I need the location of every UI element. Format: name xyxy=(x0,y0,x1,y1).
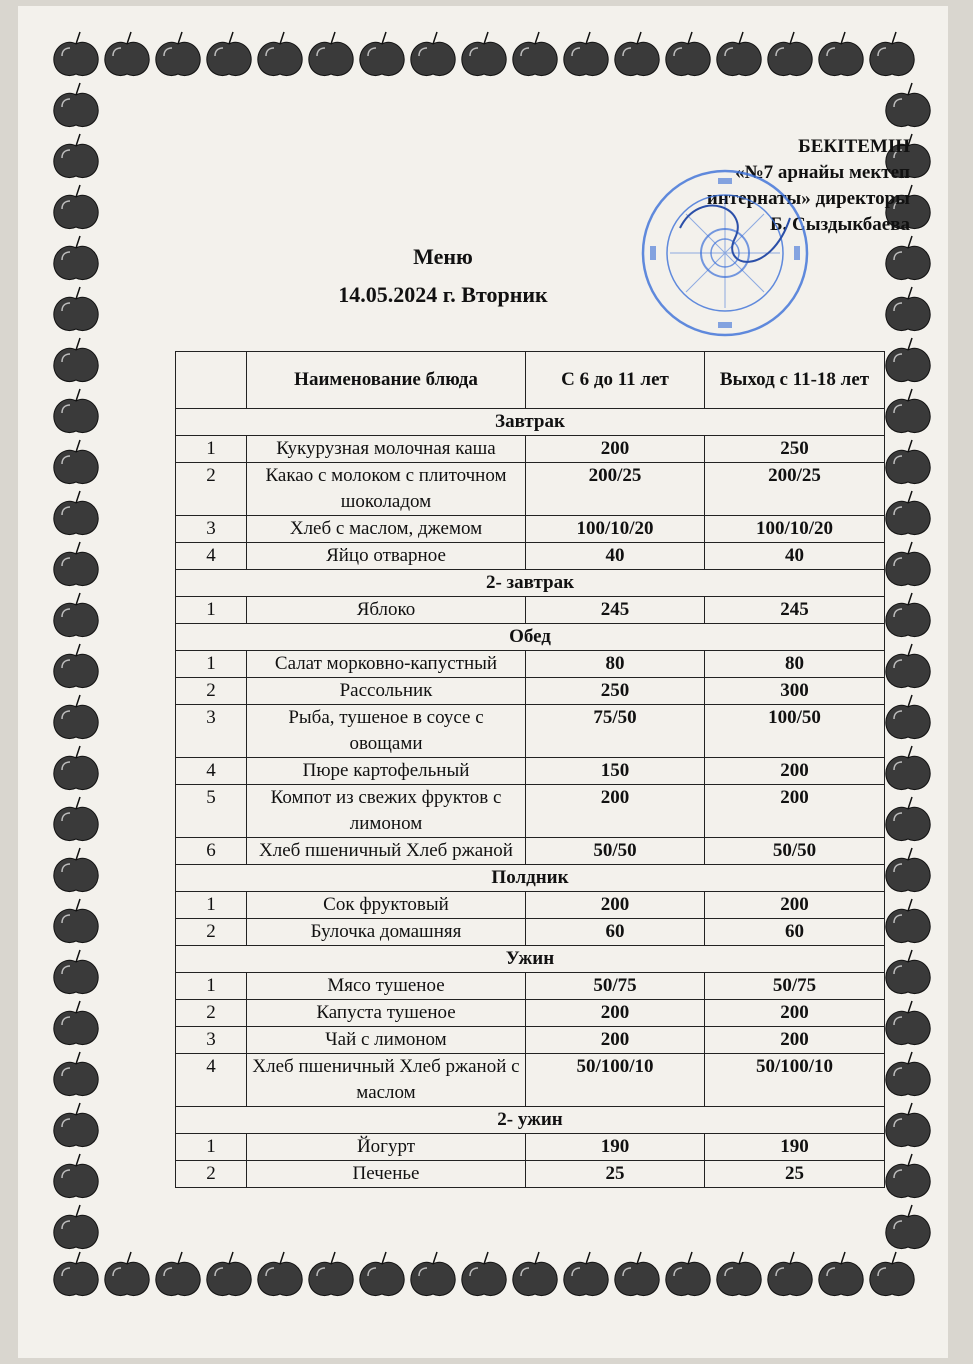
table-row xyxy=(176,678,885,705)
apple-icon xyxy=(411,32,455,76)
table-row xyxy=(176,705,885,758)
apple-icon xyxy=(54,1001,98,1045)
portion-11-18: 60 xyxy=(705,919,885,946)
portion-11-18: 200 xyxy=(705,1000,885,1027)
row-number: 4 xyxy=(176,543,247,570)
portion-11-18: 200 xyxy=(705,892,885,919)
table-row xyxy=(176,516,885,543)
section-title: Ужин xyxy=(176,946,885,973)
section-title: Завтрак xyxy=(176,409,885,436)
apple-icon xyxy=(54,134,98,178)
apple-icon xyxy=(819,1252,863,1296)
apple-icon xyxy=(886,797,930,841)
apple-icon xyxy=(768,32,812,76)
menu-table xyxy=(175,351,885,1188)
table-row xyxy=(176,758,885,785)
row-number: 2 xyxy=(176,1000,247,1027)
apple-icon xyxy=(258,1252,302,1296)
row-number: 1 xyxy=(176,973,247,1000)
dish-name: Рассольник xyxy=(247,678,526,705)
apple-icon xyxy=(886,1205,930,1249)
table-row xyxy=(176,1027,885,1054)
apple-icon xyxy=(54,83,98,127)
apple-icon xyxy=(886,1001,930,1045)
apple-icon xyxy=(54,1052,98,1096)
dish-name: Рыба, тушеное в соусе с овощами xyxy=(247,705,526,758)
row-number: 1 xyxy=(176,597,247,624)
row-number: 6 xyxy=(176,838,247,865)
portion-6-11: 50/50 xyxy=(526,838,705,865)
apple-icon xyxy=(258,32,302,76)
apple-icon xyxy=(768,1252,812,1296)
table-row xyxy=(176,436,885,463)
apple-icon xyxy=(360,1252,404,1296)
apple-icon xyxy=(886,440,930,484)
apple-icon xyxy=(54,185,98,229)
apple-icon xyxy=(54,440,98,484)
table-row xyxy=(176,651,885,678)
row-number: 2 xyxy=(176,463,247,516)
apple-icon xyxy=(207,32,251,76)
section-title: Обед xyxy=(176,624,885,651)
header-age-6-11: С 6 до 11 лет xyxy=(526,352,705,409)
dish-name: Печенье xyxy=(247,1161,526,1188)
section-title: 2- завтрак xyxy=(176,570,885,597)
table-row xyxy=(176,543,885,570)
apple-icon xyxy=(54,848,98,892)
dish-name: Компот из свежих фруктов с лимоном xyxy=(247,785,526,838)
portion-11-18: 190 xyxy=(705,1134,885,1161)
dish-name: Булочка домашняя xyxy=(247,919,526,946)
section-row xyxy=(176,865,885,892)
apple-icon xyxy=(54,338,98,382)
dish-name: Хлеб пшеничный Хлеб ржаной с маслом xyxy=(247,1054,526,1107)
apple-icon xyxy=(54,695,98,739)
section-row xyxy=(176,624,885,651)
row-number: 1 xyxy=(176,651,247,678)
table-row xyxy=(176,1134,885,1161)
table-row xyxy=(176,919,885,946)
portion-11-18: 50/50 xyxy=(705,838,885,865)
row-number: 1 xyxy=(176,892,247,919)
portion-11-18: 300 xyxy=(705,678,885,705)
portion-6-11: 60 xyxy=(526,919,705,946)
row-number: 3 xyxy=(176,516,247,543)
table-row xyxy=(176,785,885,838)
apple-icon xyxy=(54,797,98,841)
portion-11-18: 50/75 xyxy=(705,973,885,1000)
apple-icon xyxy=(886,695,930,739)
portion-11-18: 100/10/20 xyxy=(705,516,885,543)
dish-name: Яйцо отварное xyxy=(247,543,526,570)
dish-name: Чай с лимоном xyxy=(247,1027,526,1054)
table-row xyxy=(176,1000,885,1027)
apple-icon xyxy=(360,32,404,76)
apple-icon xyxy=(886,848,930,892)
approval-line-1: БЕКІТЕМІН xyxy=(798,136,910,157)
apple-icon xyxy=(886,644,930,688)
portion-11-18: 250 xyxy=(705,436,885,463)
portion-6-11: 250 xyxy=(526,678,705,705)
apple-icon xyxy=(615,32,659,76)
portion-6-11: 50/75 xyxy=(526,973,705,1000)
header-dish-name: Наименование блюда xyxy=(247,352,526,409)
apple-icon xyxy=(54,32,98,76)
apple-icon xyxy=(819,32,863,76)
page-date: 14.05.2024 г. Вторник xyxy=(338,282,548,307)
dish-name: Капуста тушеное xyxy=(247,1000,526,1027)
apple-icon xyxy=(462,1252,506,1296)
portion-11-18: 245 xyxy=(705,597,885,624)
apple-icon xyxy=(105,32,149,76)
apple-icon xyxy=(411,1252,455,1296)
apple-icon xyxy=(54,1103,98,1147)
apple-icon xyxy=(156,32,200,76)
apple-icon xyxy=(513,1252,557,1296)
portion-11-18: 200 xyxy=(705,1027,885,1054)
portion-6-11: 200 xyxy=(526,1000,705,1027)
portion-6-11: 200 xyxy=(526,1027,705,1054)
approval-line-3: интернаты» директоры xyxy=(706,188,910,209)
apple-icon xyxy=(309,1252,353,1296)
apple-icon xyxy=(105,1252,149,1296)
section-row xyxy=(176,570,885,597)
portion-11-18: 200 xyxy=(705,758,885,785)
table-row xyxy=(176,973,885,1000)
table-row xyxy=(176,463,885,516)
row-number: 1 xyxy=(176,436,247,463)
header-age-11-18: Выход с 11-18 лет xyxy=(705,352,885,409)
apple-icon xyxy=(886,1103,930,1147)
table-row xyxy=(176,1054,885,1107)
portion-6-11: 50/100/10 xyxy=(526,1054,705,1107)
dish-name: Пюре картофельный xyxy=(247,758,526,785)
row-number: 1 xyxy=(176,1134,247,1161)
apple-icon xyxy=(615,1252,659,1296)
apple-icon xyxy=(54,389,98,433)
row-number: 4 xyxy=(176,758,247,785)
dish-name: Мясо тушеное xyxy=(247,973,526,1000)
apple-icon xyxy=(54,542,98,586)
apple-icon xyxy=(886,338,930,382)
apple-icon xyxy=(564,32,608,76)
dish-name: Сок фруктовый xyxy=(247,892,526,919)
section-row xyxy=(176,409,885,436)
apple-icon xyxy=(886,593,930,637)
portion-6-11: 190 xyxy=(526,1134,705,1161)
portion-6-11: 200 xyxy=(526,785,705,838)
dish-name: Йогурт xyxy=(247,1134,526,1161)
apple-icon xyxy=(886,1052,930,1096)
apple-icon xyxy=(54,746,98,790)
portion-11-18: 200 xyxy=(705,785,885,838)
dish-name: Хлеб с маслом, джемом xyxy=(247,516,526,543)
portion-6-11: 80 xyxy=(526,651,705,678)
section-row xyxy=(176,1107,885,1134)
apple-icon xyxy=(886,950,930,994)
table-row xyxy=(176,1161,885,1188)
apple-icon xyxy=(886,899,930,943)
apple-icon xyxy=(54,1252,98,1296)
apple-icon xyxy=(207,1252,251,1296)
apple-icon xyxy=(717,1252,761,1296)
apple-icon xyxy=(513,32,557,76)
dish-name: Хлеб пшеничный Хлеб ржаной xyxy=(247,838,526,865)
apple-icon xyxy=(717,32,761,76)
apple-icon xyxy=(54,644,98,688)
apple-icon xyxy=(886,491,930,535)
dish-name: Какао с молоком с плиточном шоколадом xyxy=(247,463,526,516)
apple-icon xyxy=(54,1154,98,1198)
page-title: Меню xyxy=(413,244,473,269)
row-number: 2 xyxy=(176,919,247,946)
row-number: 2 xyxy=(176,1161,247,1188)
apple-icon xyxy=(870,32,914,76)
approval-line-4: Б. Сыздыкбаева xyxy=(769,214,910,235)
portion-6-11: 75/50 xyxy=(526,705,705,758)
apple-icon xyxy=(54,593,98,637)
portion-11-18: 200/25 xyxy=(705,463,885,516)
apple-icon xyxy=(886,83,930,127)
row-number: 3 xyxy=(176,705,247,758)
portion-11-18: 25 xyxy=(705,1161,885,1188)
approval-line-2: «№7 арнайы мектеп xyxy=(735,162,910,183)
apple-icon xyxy=(886,542,930,586)
row-number: 5 xyxy=(176,785,247,838)
apple-icon xyxy=(886,1154,930,1198)
apple-icon xyxy=(870,1252,914,1296)
portion-6-11: 200/25 xyxy=(526,463,705,516)
portion-6-11: 150 xyxy=(526,758,705,785)
apple-icon xyxy=(666,32,710,76)
section-title: Полдник xyxy=(176,865,885,892)
portion-6-11: 200 xyxy=(526,892,705,919)
dish-name: Салат морковно-капустный xyxy=(247,651,526,678)
apple-icon xyxy=(156,1252,200,1296)
table-row xyxy=(176,892,885,919)
dish-name: Яблоко xyxy=(247,597,526,624)
apple-icon xyxy=(54,1205,98,1249)
row-number: 2 xyxy=(176,678,247,705)
table-row xyxy=(176,838,885,865)
portion-6-11: 245 xyxy=(526,597,705,624)
apple-icon xyxy=(666,1252,710,1296)
portion-11-18: 80 xyxy=(705,651,885,678)
section-row xyxy=(176,946,885,973)
apple-icon xyxy=(886,389,930,433)
portion-6-11: 100/10/20 xyxy=(526,516,705,543)
menu-table-body xyxy=(176,409,885,1188)
paper-sheet xyxy=(18,6,948,1358)
portion-6-11: 200 xyxy=(526,436,705,463)
apple-icon xyxy=(54,950,98,994)
apple-icon xyxy=(54,491,98,535)
table-header-row xyxy=(176,352,885,409)
row-number: 4 xyxy=(176,1054,247,1107)
portion-6-11: 40 xyxy=(526,543,705,570)
header-num xyxy=(176,352,247,409)
apple-icon xyxy=(564,1252,608,1296)
apple-icon xyxy=(462,32,506,76)
table-row xyxy=(176,597,885,624)
row-number: 3 xyxy=(176,1027,247,1054)
apple-icon xyxy=(54,899,98,943)
dish-name: Кукурузная молочная каша xyxy=(247,436,526,463)
portion-11-18: 50/100/10 xyxy=(705,1054,885,1107)
portion-6-11: 25 xyxy=(526,1161,705,1188)
portion-11-18: 100/50 xyxy=(705,705,885,758)
apple-icon xyxy=(886,746,930,790)
section-title: 2- ужин xyxy=(176,1107,885,1134)
portion-11-18: 40 xyxy=(705,543,885,570)
apple-icon xyxy=(309,32,353,76)
